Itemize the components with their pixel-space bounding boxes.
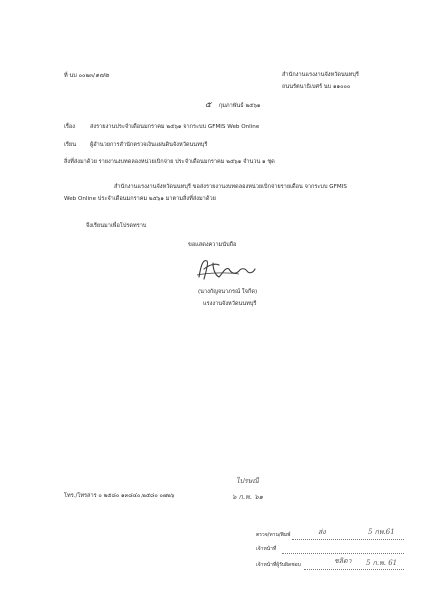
letter-date [205,101,260,110]
reference-prefix: ที่ นบ ๐๐๒๓/ [64,73,95,79]
closing-request: จึงเรียนมาเพื่อโปรดทราบ [86,223,147,229]
typist-date: 5 กพ.61 [368,528,395,536]
subject-label: เรื่อง [64,124,76,130]
sender-name: สำนักงานแรงงานจังหวัดนนทบุรี [282,72,359,78]
enclosure-text: สิ่งที่ส่งมาด้วย รายงานงบทดลองหน่วยเบิกจ่าย ประจำเดือนมกราคม ๒๕๖๑ จำนวน ๑ ชุด [64,159,275,165]
to-label: เรียน [64,142,77,148]
body-line-1: สำนักงานแรงงานจังหวัดนนทบุรี ขอส่งรายงานงบทดลองหน่วยเบิกจ่ายรายเดือน จากระบบ GFMIS [114,184,347,190]
sender-address: ถนนรัตนาธิเบศร์ นบ ๑๑๐๐๐ [282,84,351,90]
head-initials: ชลิดา [334,557,352,565]
reference-number [64,72,109,80]
date-day-handwritten: ๕ [205,100,212,109]
head-label: เจ้าหน้าที่ผู้รับผิดชอบ [256,562,301,568]
closing: ขอแสดงความนับถือ [188,242,237,248]
owner-rule [282,553,404,554]
body-line-2: Web Online ประจำเดือนมกราคม ๒๕๖๑ มาตามสิ่งที่ส่งมาด้วย [64,196,216,202]
to-text: ผู้อำนวยการสำนักตรวจเงินแผ่นดินจังหวัดนนทบุรี [90,142,208,148]
head-rule [304,569,404,570]
reference-handwritten: ๑๗๒ [94,71,110,79]
typist-rule [292,539,404,540]
typist-initials: ส่ง [318,528,326,536]
head-date: 5 ก.พ. 61 [366,559,398,567]
received-date: ๖ ก.พ. ๖๑ [232,493,264,501]
signer-name: (นางกัญจนาภรณ์ ใจกีด) [198,289,258,295]
signature-image [195,255,257,283]
owner-label: เจ้าหน้าที่ [256,546,277,552]
received-word: ไปรษณี [236,477,259,485]
typist-label: ตรวจ/ทาน/พิมพ์ [256,532,291,538]
date-rest: กุมภาพันธ์ ๒๕๖๑ [218,103,261,109]
fax-line: โทร./โทรสาร ๐ ๒๕๘๐ ๑๓๘๔๐,๒๕๘๐ ๐๗๒๖ [64,493,175,499]
signer-title: แรงงานจังหวัดนนทบุรี [203,301,257,307]
subject-text: ส่งรายงานประจำเดือนมกราคม ๒๕๖๑ จากระบบ GFMIS Web Online [90,124,260,130]
